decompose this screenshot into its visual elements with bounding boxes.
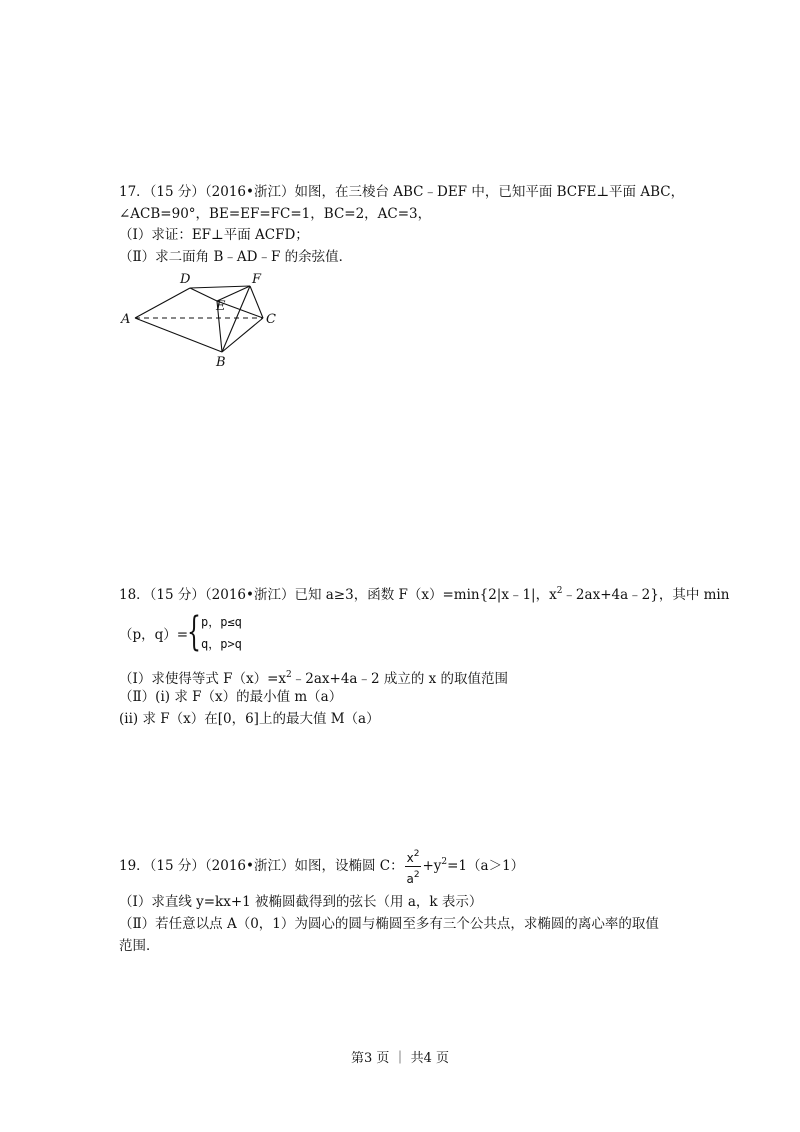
- q18-case2: q，p>q: [201, 637, 242, 651]
- q18-sup2: 2: [286, 670, 292, 680]
- q19-part2-line1: （Ⅱ）若任意以点 A（0，1）为圆心的圆与椭圆至多有三个公共点，求椭圆的离心率的取值: [119, 916, 659, 932]
- q18-part1: [119, 666, 508, 688]
- frac-num: x: [406, 851, 414, 865]
- edge-AD: [135, 288, 190, 318]
- q19-sup-y: 2: [441, 857, 448, 867]
- edge-DF: [190, 286, 250, 288]
- q19-line1-c: =1（a＞1）: [447, 858, 525, 874]
- brace: {: [187, 609, 201, 655]
- q19-line1: [119, 844, 524, 887]
- q19-line1-b: +y: [422, 858, 442, 874]
- q18-part3: (ii) 求 F（x）在[0，6]上的最大值 M（a）: [119, 711, 380, 727]
- frac-num-sup: 2: [413, 849, 420, 859]
- label-E: E: [216, 299, 226, 314]
- q18-line1-a: 18．（15 分）（2016•浙江）已知 a≥3，函数 F（x）=min{2|x﹣1|，x: [119, 587, 557, 603]
- q18-case1: p，p≤q: [201, 615, 242, 629]
- q17-line1: 17．（15 分）（2016•浙江）如图，在三棱台 ABC﹣DEF 中，已知平面 BCFE⊥平面 ABC，: [119, 184, 685, 200]
- q18-part2: （Ⅱ）(i) 求 F（x）的最小值 m（a）: [119, 689, 343, 705]
- label-A: A: [121, 312, 131, 327]
- edge-BC: [222, 318, 263, 352]
- q18-min-definition: [119, 610, 319, 654]
- q18-line1: [119, 582, 729, 604]
- q17-line2: ∠ACB=90°，BE=EF=FC=1，BC=2，AC=3，: [119, 206, 432, 222]
- q18-part1-a: （Ⅰ）求使得等式 F（x）=x: [119, 671, 287, 687]
- q19-part1: （Ⅰ）求直线 y=kx+1 被椭圆截得到的弦长（用 a，k 表示）: [119, 894, 483, 910]
- label-B: B: [216, 355, 226, 368]
- q18-pq-label: （p，q）=: [119, 627, 189, 643]
- q19-part2-line2: 范围．: [119, 938, 160, 954]
- frustum-figure: [115, 268, 285, 368]
- ellipse-fraction: [405, 846, 422, 887]
- label-F: F: [252, 272, 262, 287]
- frac-den: a: [406, 872, 414, 886]
- q17-part2: （Ⅱ）求二面角 B﹣AD﹣F 的余弦值．: [119, 249, 353, 265]
- edge-DE: [190, 288, 217, 301]
- label-D: D: [180, 272, 191, 287]
- label-C: C: [266, 312, 276, 327]
- edge-AB: [135, 318, 222, 352]
- q18-line1-b: ﹣2ax+4a﹣2}，其中 min: [562, 587, 730, 603]
- q17-part1: （Ⅰ）求证：EF⊥平面 ACFD；: [119, 227, 309, 243]
- edge-FC: [250, 286, 263, 318]
- q19-line1-a: 19．（15 分）（2016•浙江）如图，设椭圆 C：: [119, 858, 404, 874]
- page-footer: 第3 页 ｜ 共4 页: [350, 1051, 450, 1066]
- q18-sup1: 2: [556, 586, 563, 596]
- frac-den-sup: 2: [413, 870, 420, 880]
- edge-FB: [222, 286, 250, 352]
- q18-part1-b: ﹣2ax+4a﹣2 成立的 x 的取值范围: [291, 671, 509, 687]
